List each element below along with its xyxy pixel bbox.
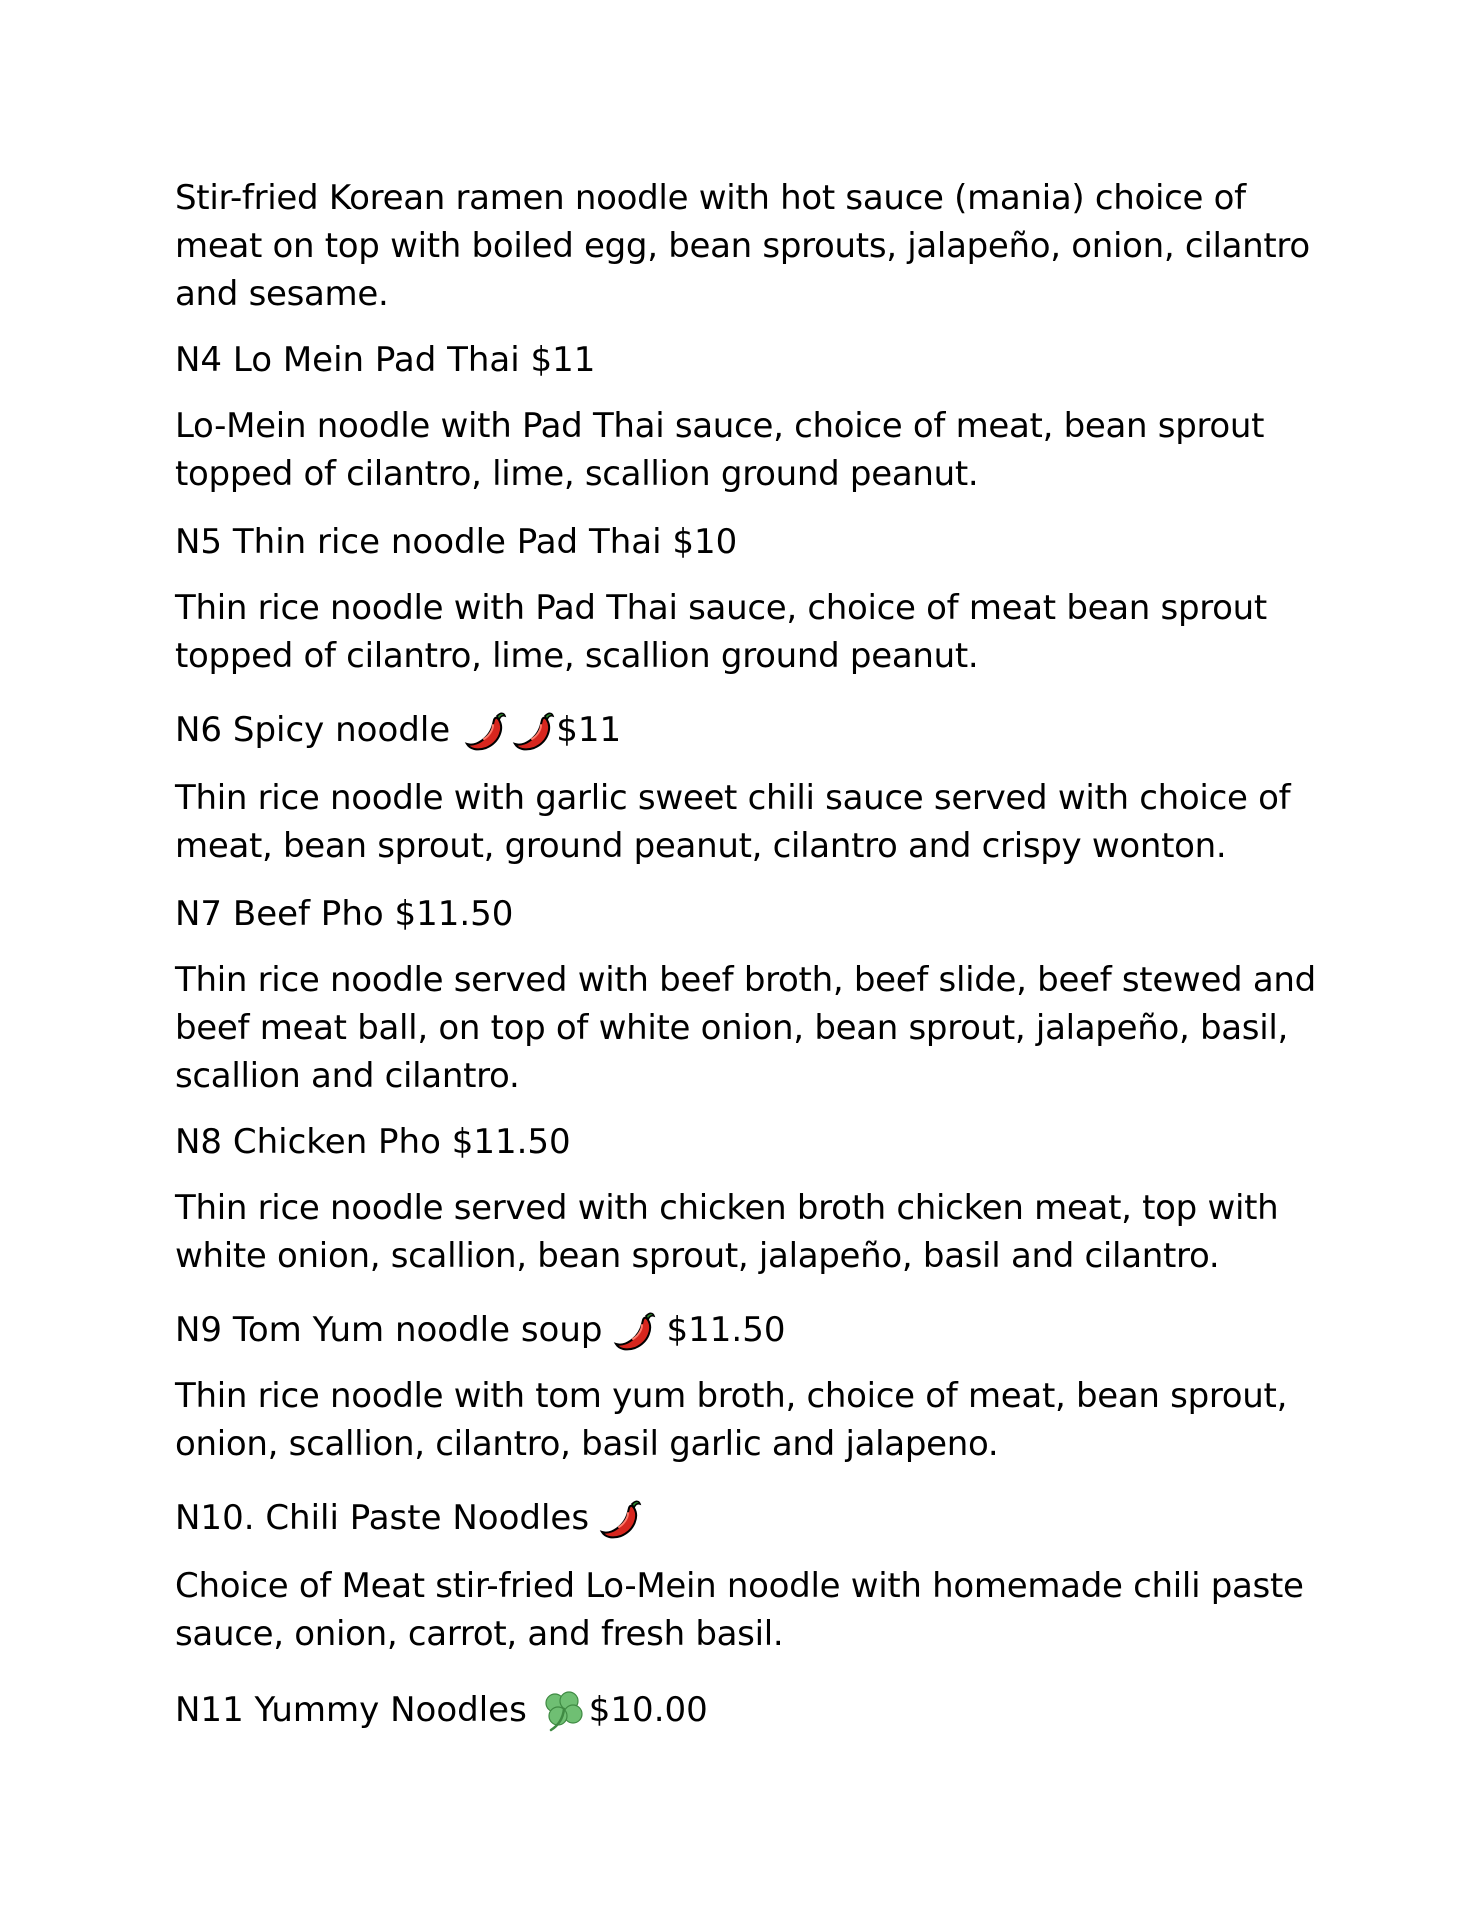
item-description-n5 — [175, 584, 1315, 680]
item-title: N7 Beef Pho $11.50 — [175, 894, 514, 934]
description-line: Choice of Meat stir-fried Lo-Mein noodle with homemade chili paste — [175, 1566, 1304, 1606]
chili-pepper-icon — [599, 1496, 643, 1540]
description-line: Thin rice noodle with garlic sweet chili sauce served with choice of — [175, 778, 1291, 818]
item-description-intro — [175, 174, 1315, 318]
description-line: meat, bean sprout, ground peanut, cilantro and crispy wonton. — [175, 826, 1227, 866]
item-description-n4 — [175, 402, 1315, 498]
item-title: N10. Chili Paste Noodles — [175, 1498, 590, 1538]
description-line: Thin rice noodle with tom yum broth, choice of meat, bean sprout, — [175, 1376, 1288, 1416]
item-description-n7 — [175, 956, 1315, 1100]
item-description-n9 — [175, 1372, 1315, 1468]
item-heading-n11 — [175, 1686, 708, 1734]
item-description-n6 — [175, 774, 1315, 870]
item-heading-n6 — [175, 706, 621, 754]
description-line: scallion and cilantro. — [175, 1056, 520, 1096]
item-title: N11 Yummy Noodles — [175, 1690, 527, 1730]
description-line: white onion, scallion, bean sprout, jalapeño, basil and cilantro. — [175, 1236, 1220, 1276]
description-line: topped of cilantro, lime, scallion ground peanut. — [175, 454, 979, 494]
description-line: Lo-Mein noodle with Pad Thai sauce, choice of meat, bean sprout — [175, 406, 1265, 446]
chili-pepper-icon — [464, 708, 508, 752]
description-line: Stir-fried Korean ramen noodle with hot sauce (mania) choice of — [175, 178, 1246, 218]
item-title: N6 Spicy noodle — [175, 710, 451, 750]
item-heading-n9 — [175, 1306, 785, 1354]
item-title: N8 Chicken Pho $11.50 — [175, 1122, 571, 1162]
description-line: and sesame. — [175, 274, 389, 314]
item-title: N5 Thin rice noodle Pad Thai $10 — [175, 522, 738, 562]
item-price: $11.50 — [666, 1310, 786, 1350]
item-heading-n5 — [175, 518, 737, 566]
description-line: meat on top with boiled egg, bean sprouts, jalapeño, onion, cilantro — [175, 226, 1310, 266]
item-description-n10 — [175, 1562, 1315, 1658]
description-line: beef meat ball, on top of white onion, bean sprout, jalapeño, basil, — [175, 1008, 1288, 1048]
description-line: onion, scallion, cilantro, basil garlic and jalapeno. — [175, 1424, 999, 1464]
description-line: Thin rice noodle served with chicken broth chicken meat, top with — [175, 1188, 1279, 1228]
item-title: N4 Lo Mein Pad Thai $11 — [175, 340, 596, 380]
item-heading-n7 — [175, 890, 513, 938]
description-line: Thin rice noodle served with beef broth, beef slide, beef stewed and — [175, 960, 1316, 1000]
item-heading-n10 — [175, 1494, 643, 1542]
item-heading-n8 — [175, 1118, 571, 1166]
chili-pepper-icon — [613, 1308, 657, 1352]
item-title: N9 Tom Yum noodle soup — [175, 1310, 603, 1350]
item-price: $10.00 — [588, 1690, 708, 1730]
item-price: $11 — [556, 710, 622, 750]
description-line: Thin rice noodle with Pad Thai sauce, choice of meat bean sprout — [175, 588, 1267, 628]
item-heading-n4 — [175, 336, 595, 384]
description-line: topped of cilantro, lime, scallion ground peanut. — [175, 636, 979, 676]
item-description-n8 — [175, 1184, 1315, 1280]
description-line: sauce, onion, carrot, and fresh basil. — [175, 1614, 784, 1654]
clover-icon — [535, 1688, 589, 1732]
chili-pepper-icon — [512, 708, 556, 752]
